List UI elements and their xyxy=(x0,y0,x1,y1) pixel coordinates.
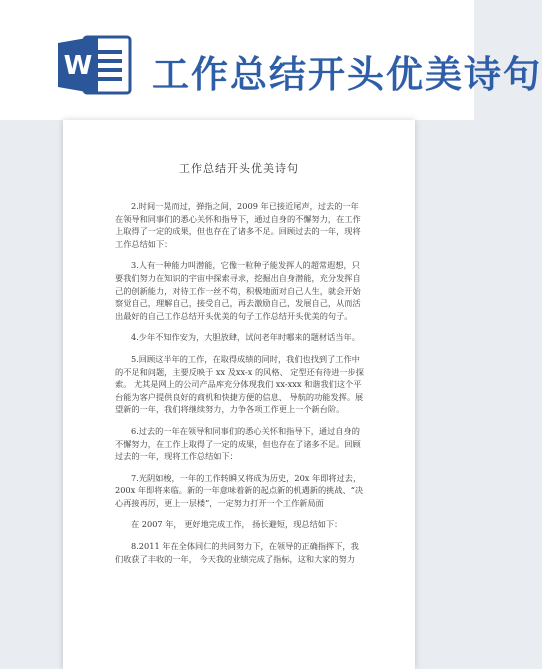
paragraph: 7.光阴如梭，一年的工作转瞬又将成为历史，20x 年即将过去，200x 年即将来临。新的一年意味着新的起点新的机遇新的挑战、“决心再接再厉，更上一层楼”，一定努力打开一个工作新局面 xyxy=(115,472,364,508)
word-document-icon xyxy=(58,34,132,96)
document-body xyxy=(115,200,365,574)
paragraph: 4.少年不知作安为，大胆放肆，试问老年时哪来的题材话当年。 xyxy=(131,332,360,343)
paragraph: 3.人有一种能力叫潜能，它像一粒种子能发挥人的超常遐想，只要我们努力在知识的宇宙中探索寻求，挖掘出自身潜能，充分发挥自己的创新能力，对待工作一丝不苟，积极地面对自己人生，就会开始察觉自己，理解自己，接受自己，再去激励自己，发展自己，从而活出最好的自己工作总结开头优美的句子工作总结开头优美的句子。 xyxy=(115,260,361,321)
paragraph: 6.过去的一年在领导和同事们的悉心关怀和指导下，通过自身的不懈努力，在工作上取得了一定的成果，但也存在了诸多不足。回顾过去的一年，现将工作总结如下： xyxy=(115,425,361,462)
paragraph: 在 2007 年， 更好地完成工作， 扬长避短，现总结如下： xyxy=(131,519,343,530)
document-page xyxy=(63,120,415,669)
document-title: 工作总结开头优美诗句 xyxy=(179,162,299,175)
logo-letter: W xyxy=(63,51,93,81)
banner-title: 工作总结开头优美诗句 xyxy=(152,53,542,96)
paragraph: 8.2011 年在全体同仁的共同努力下，在领导的正确指挥下，我们收获了丰收的一年， 今天我的业绩完成了指标，这和大家的努力 xyxy=(115,541,359,564)
header-banner xyxy=(0,0,542,120)
paragraph: 5.回顾这半年的工作，在取得成绩的同时，我们也找到了工作中的不足和问题，主要反映于 xx 及xx-x 的风格、 定型还有待进一步探索。 尤其是网上的公司产品库充分体现我们 xx-xxx 和谐我们这个平台能为客户提供良好的商机和快捷方便的信息、 导航的功能发挥。展望新的一年，我们将继续努力，力争各项工作更上一个新台阶。 xyxy=(115,353,364,415)
paragraph: 2.时间一晃而过，弹指之间，2009 年已接近尾声，过去的一年在领导和同事们的悉心关怀和指导下，通过自身的不懈努力，在工作上取得了一定的成果，但也存在了诸多不足。回顾过去的一年，现将工作总结如下： xyxy=(115,201,361,249)
